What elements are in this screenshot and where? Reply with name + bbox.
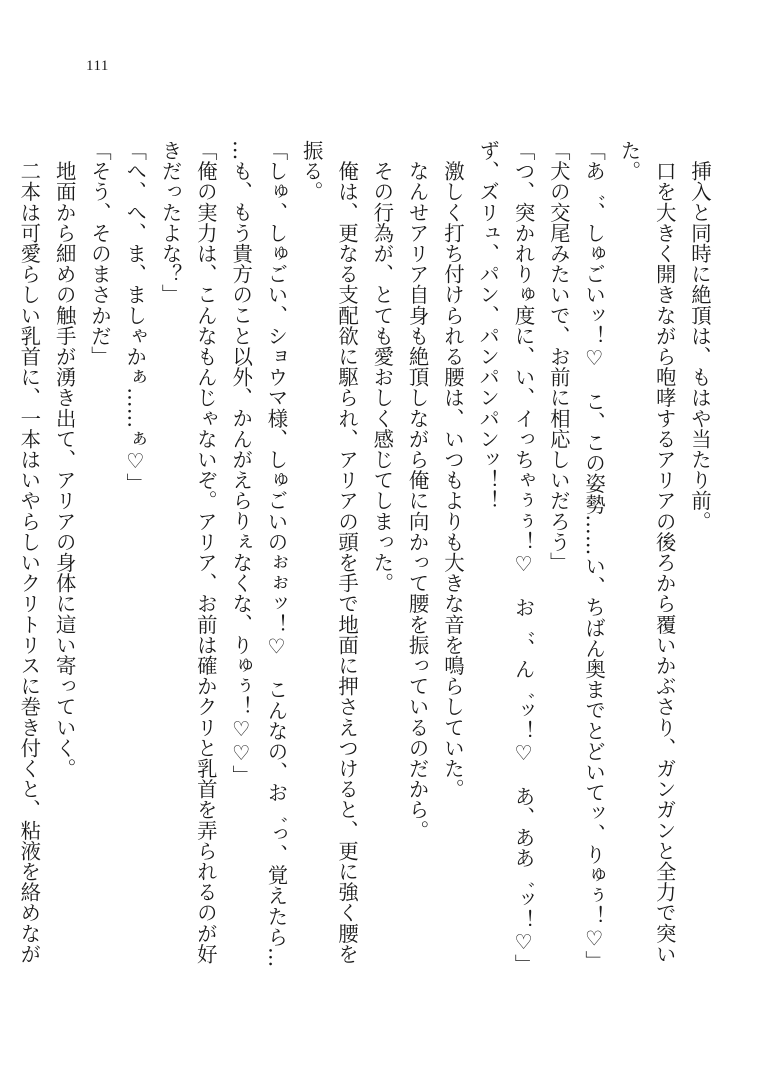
text-line: 地面から細めの触手が湧き出て、アリアの身体に這い寄っていく。 — [52, 140, 77, 779]
text-line: 「へ、へ、ま、ましゃかぁ……ぁ♡」 — [123, 140, 148, 494]
text-line: 口を大きく開きながら咆哮するアリアの後ろから覆いかぶさり、ガンガンと全力で突い — [652, 140, 677, 964]
text-line: 「つ、突かれりゅ度に、い、イっちゃぅぅ！♡ お゛、ん゛ッ！♡ あ、ああ゛ッ！♡」 — [511, 140, 536, 975]
text-line: 「俺の実力は、こんなもんじゃないぞ。アリア、お前は確かクリと乳首を弄られるのが好 — [193, 140, 218, 964]
text-line: 激しく打ち付けられる腰は、いつもよりも大きな音を鳴らしていた。 — [440, 140, 465, 800]
text-line: 振る。 — [299, 140, 324, 202]
text-line: きだったよな？」 — [158, 140, 183, 305]
text-line: …も、もう貴方のこと以外、かんがえらりぇなくな、りゅぅ！♡♡」 — [229, 140, 254, 786]
vertical-text-body — [17, 140, 717, 990]
page-number: 111 — [86, 58, 109, 74]
text-line: 「あ゛、しゅごいッ！♡ こ、この姿勢……い、ちばん奥までとどいてッ、りゅぅ！♡」 — [582, 140, 607, 972]
text-line: 俺は、更なる支配欲に駆られ、アリアの頭を手で地面に押さえつけると、更に強く腰を — [335, 140, 360, 964]
text-line: なんせアリア自身も絶頂しながら俺に向かって腰を振っているのだから。 — [405, 140, 430, 841]
text-line: 二本は可愛らしい乳首に、一本はいやらしいクリトリスに巻き付くと、粘液を絡めなが — [17, 140, 42, 964]
text-line: た。 — [617, 140, 642, 182]
text-line: その行為が、とても愛おしく感じてしまった。 — [370, 140, 395, 594]
text-line: 「そう、そのまさかだ」 — [87, 140, 112, 367]
text-line: 挿入と同時に絶頂は、もはや当たり前。 — [688, 140, 712, 532]
text-line: 「しゅ、しゅごい、ショウマ様、しゅごいのぉぉッ！♡ こんなの、お゛っ、覚えたら… — [264, 140, 289, 968]
text-line: 「犬の交尾みたいで、お前に相応しいだろう」 — [546, 140, 571, 573]
text-line: ず、ズリュ、パン、パンパンパンッ！！ — [476, 140, 501, 511]
